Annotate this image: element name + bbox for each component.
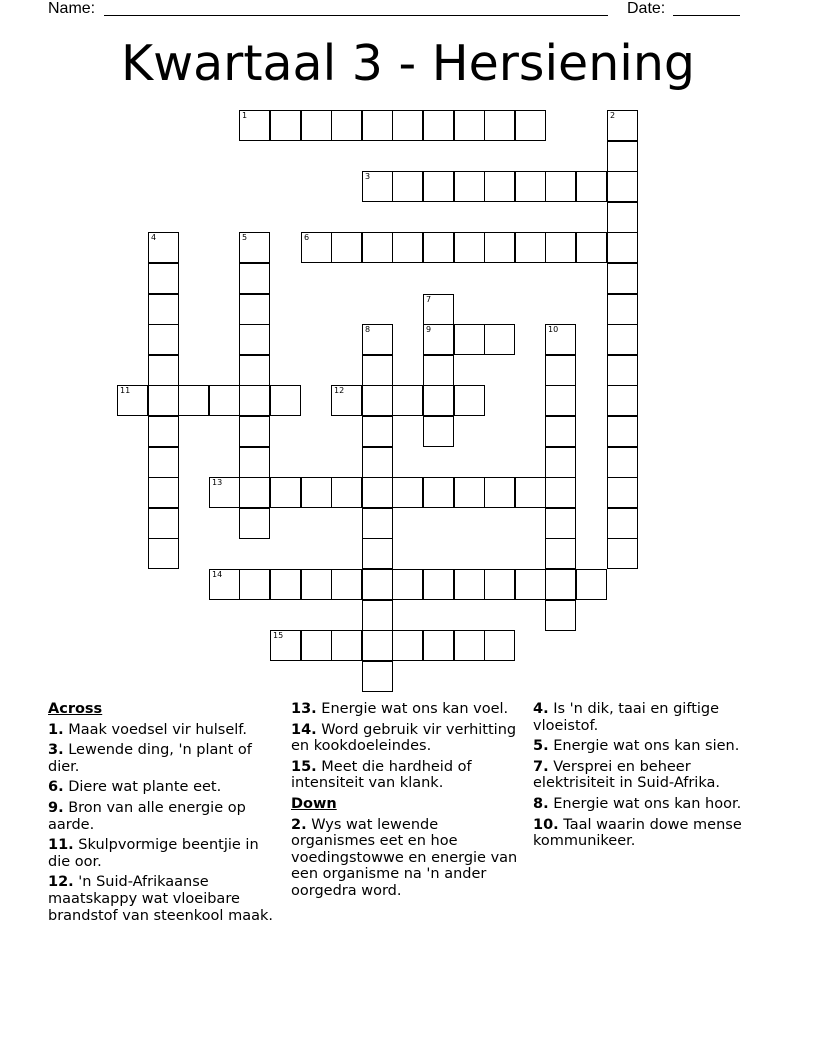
clue-number: 2 <box>610 111 616 120</box>
clue-number: 3 <box>365 172 371 181</box>
grid-cell[interactable] <box>423 385 454 416</box>
grid-cell[interactable] <box>607 447 638 478</box>
grid-cell[interactable] <box>515 232 546 263</box>
across-clue-list <box>48 722 280 925</box>
clue-number: 4 <box>151 233 157 242</box>
grid-cell[interactable] <box>362 538 393 569</box>
grid-cell[interactable] <box>423 171 454 202</box>
grid-cell[interactable] <box>239 477 270 508</box>
grid-cell[interactable] <box>423 477 454 508</box>
grid-cell[interactable] <box>484 171 515 202</box>
grid-cell[interactable] <box>392 171 423 202</box>
grid-cell[interactable] <box>362 355 393 386</box>
grid-cell[interactable] <box>301 569 332 600</box>
grid-cell[interactable] <box>362 416 393 447</box>
clue-item-number: 5. <box>533 738 549 755</box>
clue-item-number: 1. <box>48 721 64 738</box>
grid-cell[interactable] <box>545 447 576 478</box>
grid-cell[interactable] <box>607 385 638 416</box>
grid-cell[interactable] <box>454 324 485 355</box>
grid-cell[interactable] <box>239 447 270 478</box>
grid-cell[interactable] <box>331 569 362 600</box>
clue-item-number: 13. <box>291 701 317 717</box>
down-clue-list-continued <box>533 701 765 850</box>
grid-cell[interactable] <box>239 416 270 447</box>
grid-cell[interactable] <box>607 324 638 355</box>
clue-item-number: 8. <box>533 795 549 812</box>
clue-number: 13 <box>212 478 223 487</box>
grid-cell[interactable] <box>484 324 515 355</box>
grid-cell[interactable] <box>484 630 515 661</box>
grid-cell[interactable] <box>576 232 607 263</box>
grid-cell[interactable] <box>148 447 179 478</box>
clue-item-text: Bron van alle energie op aarde. <box>48 799 246 833</box>
grid-cell[interactable] <box>148 538 179 569</box>
grid-cell[interactable] <box>362 477 393 508</box>
grid-cell[interactable] <box>148 294 179 325</box>
grid-cell[interactable] <box>454 477 485 508</box>
grid-cell[interactable] <box>270 110 301 141</box>
clues-column-2 <box>291 701 523 904</box>
grid-cell[interactable] <box>515 110 546 141</box>
grid-cell[interactable] <box>301 477 332 508</box>
grid-cell[interactable] <box>515 477 546 508</box>
grid-cell[interactable] <box>209 569 240 600</box>
page-title: Kwartaal 3 - Hersiening <box>120 35 696 92</box>
clue-item-text: Meet die hardheid of intensiteit van klank. <box>291 758 472 792</box>
grid-cell[interactable] <box>454 385 485 416</box>
clue-item-text: Wys wat lewende organismes eet en hoe voedingstowwe en energie van een organisme na 'n ander oorgedra word. <box>291 816 518 899</box>
clue-number: 15 <box>273 631 284 640</box>
grid-cell[interactable] <box>331 630 362 661</box>
clue-number: 11 <box>120 386 131 395</box>
grid-cell[interactable] <box>392 110 423 141</box>
grid-cell[interactable] <box>239 294 270 325</box>
grid-cell[interactable] <box>607 171 638 202</box>
grid-cell[interactable] <box>545 477 576 508</box>
clue-item-text: Word gebruik vir verhitting en kookdoeleindes. <box>291 721 517 755</box>
grid-cell[interactable] <box>545 508 576 539</box>
clue-item-number: 14. <box>291 721 317 738</box>
clue-item <box>48 874 280 924</box>
grid-cell[interactable] <box>454 171 485 202</box>
grid-cell[interactable] <box>362 630 393 661</box>
grid-cell[interactable] <box>362 110 393 141</box>
grid-cell[interactable] <box>515 171 546 202</box>
clue-number: 1 <box>242 111 248 120</box>
grid-cell[interactable] <box>607 538 638 569</box>
grid-cell[interactable] <box>301 110 332 141</box>
grid-cell[interactable] <box>545 171 576 202</box>
grid-cell[interactable] <box>362 447 393 478</box>
grid-cell[interactable] <box>178 385 209 416</box>
clue-item-number: 10. <box>533 816 559 833</box>
grid-cell[interactable] <box>545 569 576 600</box>
clue-item <box>533 796 765 813</box>
grid-cell[interactable] <box>392 569 423 600</box>
grid-cell[interactable] <box>362 661 393 692</box>
clue-item <box>533 759 765 792</box>
grid-cell[interactable] <box>239 385 270 416</box>
clue-number: 5 <box>242 233 248 242</box>
grid-cell[interactable] <box>423 569 454 600</box>
clue-item-text: Energie wat ons kan voel. <box>321 701 509 717</box>
grid-cell[interactable] <box>331 110 362 141</box>
grid-cell[interactable] <box>607 202 638 233</box>
grid-cell[interactable] <box>362 508 393 539</box>
clue-number: 7 <box>426 295 432 304</box>
grid-cell[interactable] <box>392 477 423 508</box>
grid-cell[interactable] <box>607 141 638 172</box>
clue-item <box>533 701 765 734</box>
grid-cell[interactable] <box>545 232 576 263</box>
grid-cell[interactable] <box>362 600 393 631</box>
clue-item-number: 2. <box>291 816 307 833</box>
clue-item-number: 7. <box>533 758 549 775</box>
clue-number: 14 <box>212 570 223 579</box>
grid-cell[interactable] <box>270 385 301 416</box>
across-clue-list-continued <box>291 701 523 792</box>
clue-item-number: 3. <box>48 742 64 759</box>
clue-item <box>291 759 523 792</box>
clue-item-text: Versprei en beheer elektrisiteit in Suid-Afrika. <box>533 758 720 792</box>
grid-cell[interactable] <box>148 385 179 416</box>
down-heading: Down <box>291 795 337 812</box>
clue-item-text: 'n Suid-Afrikaanse maatskappy wat vloeibare brandstof van steenkool maak. <box>48 874 273 924</box>
clue-item-text: Lewende ding, 'n plant of dier. <box>48 742 252 775</box>
clue-item-number: 6. <box>48 779 64 796</box>
grid-cell[interactable] <box>484 477 515 508</box>
grid-cell[interactable] <box>148 232 179 263</box>
clue-number: 10 <box>548 325 559 334</box>
clue-item-number: 4. <box>533 701 549 717</box>
grid-cell[interactable] <box>454 569 485 600</box>
grid-cell[interactable] <box>239 263 270 294</box>
grid-cell[interactable] <box>545 416 576 447</box>
grid-cell[interactable] <box>362 171 393 202</box>
clue-item <box>48 837 280 870</box>
grid-cell[interactable] <box>607 508 638 539</box>
clue-item-text: Is 'n dik, taai en giftige vloeistof. <box>533 701 720 734</box>
grid-cell[interactable] <box>301 232 332 263</box>
clue-item <box>533 817 765 850</box>
grid-cell[interactable] <box>607 263 638 294</box>
clue-item <box>48 722 280 739</box>
grid-cell[interactable] <box>392 630 423 661</box>
clue-item-text: Skulpvormige beentjie in die oor. <box>48 837 259 870</box>
grid-cell[interactable] <box>362 385 393 416</box>
grid-cell[interactable] <box>454 110 485 141</box>
grid-cell[interactable] <box>270 477 301 508</box>
grid-cell[interactable] <box>484 232 515 263</box>
grid-cell[interactable] <box>239 569 270 600</box>
grid-cell[interactable] <box>576 569 607 600</box>
clue-item <box>533 738 765 755</box>
grid-cell[interactable] <box>392 385 423 416</box>
grid-cell[interactable] <box>331 385 362 416</box>
grid-cell[interactable] <box>515 569 546 600</box>
clue-item-number: 9. <box>48 799 64 816</box>
clue-item <box>291 722 523 755</box>
grid-cell[interactable] <box>301 630 332 661</box>
clue-item-text: Maak voedsel vir hulself. <box>68 721 247 738</box>
grid-cell[interactable] <box>239 110 270 141</box>
grid-cell[interactable] <box>607 110 638 141</box>
grid-cell[interactable] <box>607 416 638 447</box>
grid-cell[interactable] <box>239 232 270 263</box>
clue-item <box>48 779 280 796</box>
clue-item <box>48 742 280 775</box>
clue-item-number: 15. <box>291 758 317 775</box>
grid-cell[interactable] <box>545 385 576 416</box>
clues-column-1 <box>48 701 280 928</box>
clue-number: 9 <box>426 325 432 334</box>
clue-number: 6 <box>304 233 310 242</box>
grid-cell[interactable] <box>423 232 454 263</box>
grid-cell[interactable] <box>239 355 270 386</box>
grid-cell[interactable] <box>545 324 576 355</box>
grid-cell[interactable] <box>607 232 638 263</box>
name-label: Name: <box>48 0 96 17</box>
grid-cell[interactable] <box>148 324 179 355</box>
clue-item-text: Diere wat plante eet. <box>68 779 222 796</box>
grid-cell[interactable] <box>239 324 270 355</box>
grid-cell[interactable] <box>270 630 301 661</box>
grid-cell[interactable] <box>362 324 393 355</box>
grid-cell[interactable] <box>545 538 576 569</box>
grid-cell[interactable] <box>392 232 423 263</box>
grid-cell[interactable] <box>484 569 515 600</box>
across-heading: Across <box>48 701 103 717</box>
clue-item-number: 12. <box>48 874 74 891</box>
grid-cell[interactable] <box>148 477 179 508</box>
clue-number: 8 <box>365 325 371 334</box>
grid-cell[interactable] <box>209 385 240 416</box>
grid-cell[interactable] <box>454 630 485 661</box>
grid-cell[interactable] <box>454 232 485 263</box>
grid-cell[interactable] <box>117 385 148 416</box>
grid-cell[interactable] <box>209 477 240 508</box>
clue-number: 12 <box>334 386 345 395</box>
grid-cell[interactable] <box>423 355 454 386</box>
grid-cell[interactable] <box>484 110 515 141</box>
grid-cell[interactable] <box>148 263 179 294</box>
clues-column-3 <box>533 701 765 854</box>
grid-cell[interactable] <box>148 416 179 447</box>
grid-cell[interactable] <box>423 294 454 325</box>
grid-cell[interactable] <box>423 630 454 661</box>
grid-cell[interactable] <box>576 171 607 202</box>
clue-item-text: Energie wat ons kan hoor. <box>553 795 742 812</box>
clue-item-text: Taal waarin dowe mense kommunikeer. <box>533 816 742 850</box>
grid-cell[interactable] <box>148 508 179 539</box>
clue-item-number: 11. <box>48 837 74 854</box>
grid-cell[interactable] <box>423 324 454 355</box>
grid-cell[interactable] <box>545 600 576 631</box>
clue-item-text: Energie wat ons kan sien. <box>553 738 740 755</box>
grid-cell[interactable] <box>545 355 576 386</box>
grid-cell[interactable] <box>270 569 301 600</box>
grid-cell[interactable] <box>607 477 638 508</box>
clue-item <box>291 701 523 718</box>
grid-cell[interactable] <box>423 416 454 447</box>
date-label: Date: <box>627 0 666 17</box>
clue-item <box>48 800 280 833</box>
grid-cell[interactable] <box>148 355 179 386</box>
grid-cell[interactable] <box>331 477 362 508</box>
clue-item <box>291 817 523 900</box>
down-clue-list <box>291 817 523 900</box>
grid-cell[interactable] <box>607 294 638 325</box>
grid-cell[interactable] <box>239 508 270 539</box>
grid-cell[interactable] <box>362 569 393 600</box>
grid-cell[interactable] <box>362 232 393 263</box>
grid-cell[interactable] <box>331 232 362 263</box>
grid-cell[interactable] <box>607 355 638 386</box>
grid-cell[interactable] <box>423 110 454 141</box>
